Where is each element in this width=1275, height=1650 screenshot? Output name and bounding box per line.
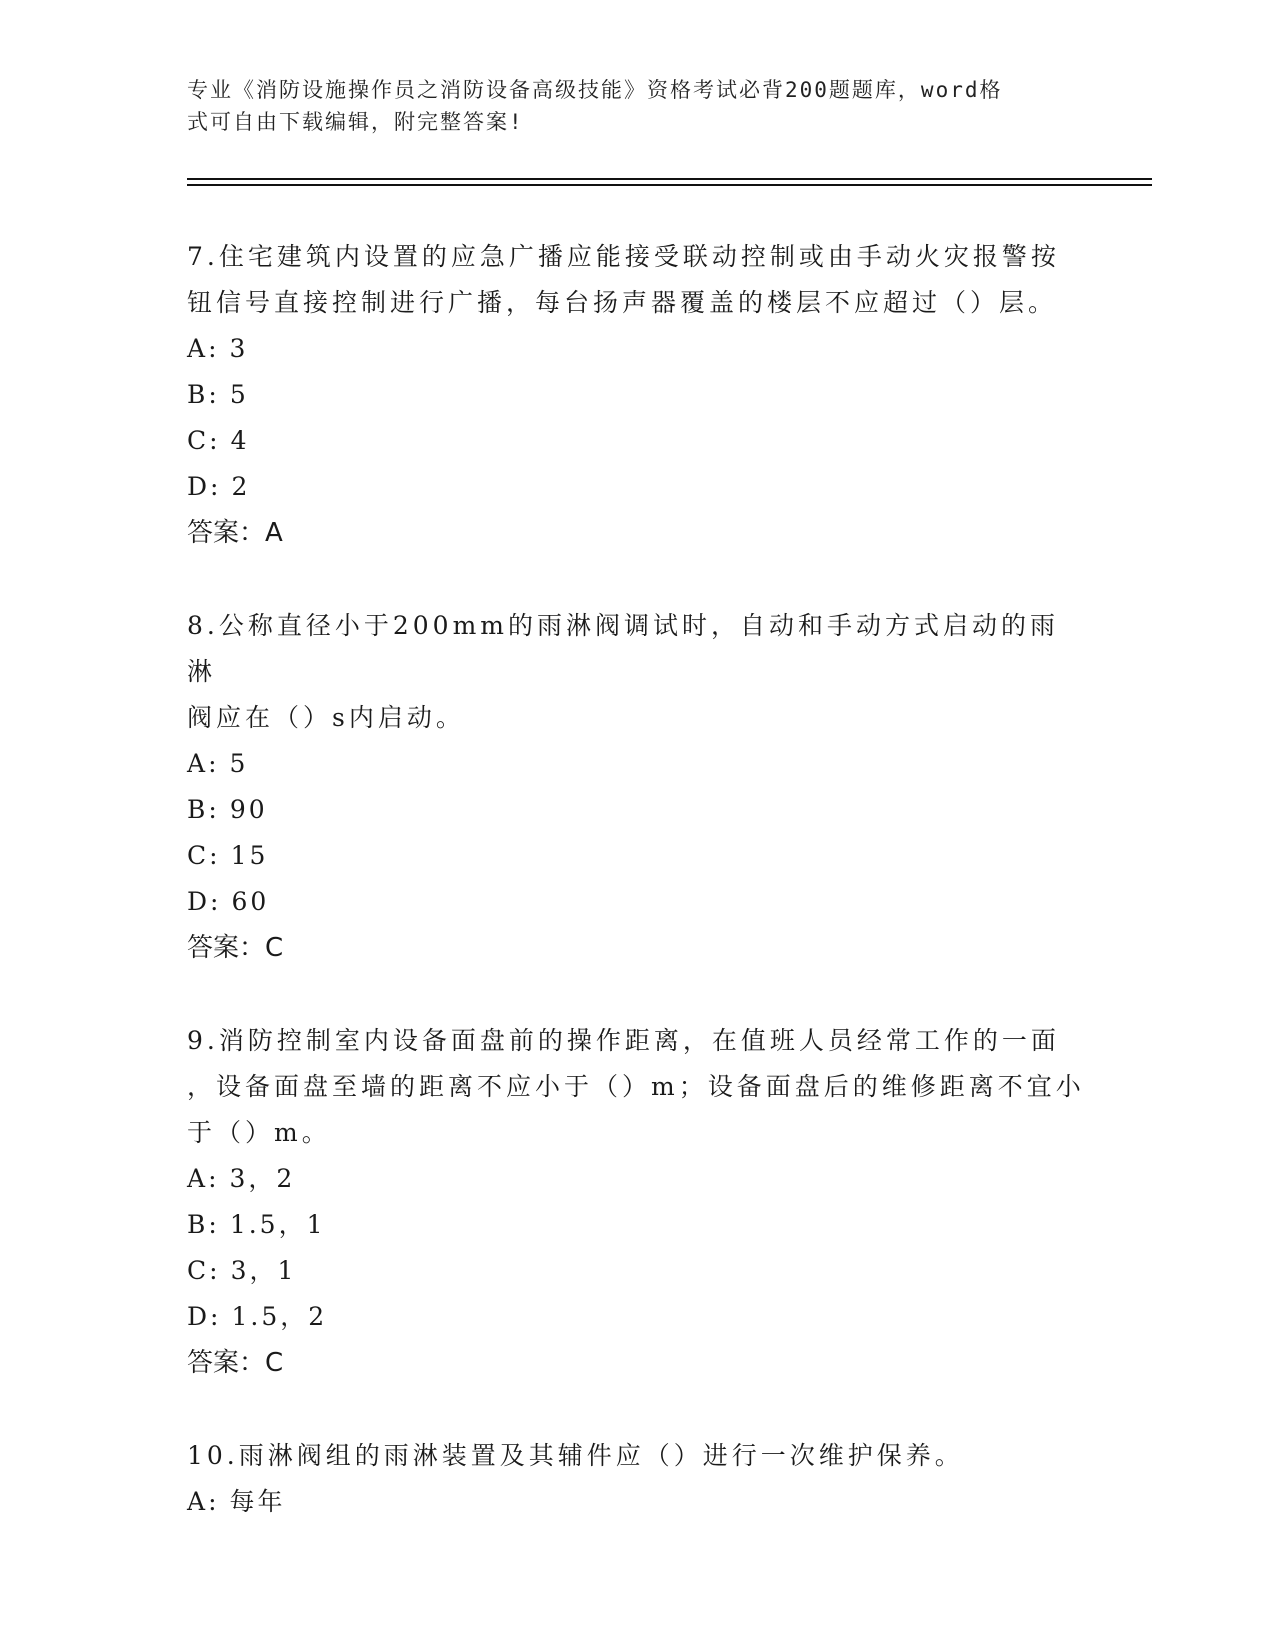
option-separator: : [209,841,221,870]
option-text: 1.5，1 [229,1210,326,1239]
option-text: 1.5，2 [231,1302,328,1331]
question-line: 消防控制室内设备面盘前的操作距离，在值班人员经常工作的一面 [218,1026,1060,1055]
answer-line: 答案：A [187,518,283,548]
option-a [187,326,1087,372]
option-letter: B [187,380,209,409]
question-number: 9. [187,1026,219,1055]
option-d [187,1294,1087,1340]
question-9 [187,1018,1087,1386]
option-a [187,1156,1087,1202]
option-letter: C [187,1256,210,1285]
option-a [187,741,1087,787]
header-divider-bottom [187,184,1152,186]
header-divider-top [187,178,1152,180]
option-letter: D [187,1302,211,1331]
answer-line: 答案：C [187,1348,284,1378]
question-line: 住宅建筑内设置的应急广播应能接受联动控制或由手动火灾报警按 [218,242,1060,271]
option-letter: A [187,1487,209,1516]
option-c [187,833,1087,879]
option-text: 15 [230,841,269,870]
option-separator: : [208,334,220,363]
option-separator: : [208,795,220,824]
question-line: ，设备面盘至墙的距离不应小于（）m；设备面盘后的维修距离不宜小 [187,1072,1085,1101]
option-separator: : [208,1487,220,1516]
question-number: 8. [187,611,219,640]
option-text: 60 [231,887,270,916]
header-line-1: 专业《消防设施操作员之消防设备高级技能》资格考试必背200题题库，word格 [187,78,1003,102]
option-text: 90 [229,795,268,824]
document-header [187,74,1067,138]
answer-line: 答案：C [187,933,284,963]
option-letter: C [187,426,210,455]
question-text [187,603,1087,695]
option-text: 2 [231,472,251,501]
question-list [187,234,1087,1572]
question-line: 于（）m。 [187,1118,331,1147]
option-d [187,879,1087,925]
option-letter: A [187,749,209,778]
option-letter: B [187,1210,209,1239]
question-10 [187,1433,1087,1525]
option-b [187,1202,1087,1248]
header-line-2: 式可自由下载编辑，附完整答案! [187,110,524,134]
question-text [187,1018,1087,1064]
question-line: 阀应在（）s内启动。 [187,703,465,732]
option-separator: : [209,426,221,455]
option-text: 4 [230,426,250,455]
option-text: 3，1 [230,1256,297,1285]
option-text: 每年 [229,1487,286,1516]
option-text: 3，2 [229,1164,296,1193]
option-b [187,372,1087,418]
option-letter: C [187,841,210,870]
question-number: 7. [187,242,219,271]
option-letter: A [187,334,209,363]
option-text: 3 [229,334,249,363]
option-letter: D [187,887,211,916]
option-separator: : [209,1256,221,1285]
option-text: 5 [229,749,249,778]
option-separator: : [210,1302,222,1331]
option-letter: B [187,795,209,824]
option-a [187,1479,1087,1525]
question-line: 钮信号直接控制进行广播，每台扬声器覆盖的楼层不应超过（）层。 [187,288,1058,317]
question-7 [187,234,1087,556]
option-letter: A [187,1164,209,1193]
question-text [187,1433,1087,1479]
question-8 [187,603,1087,971]
question-number: 10. [187,1441,239,1470]
option-letter: D [187,472,211,501]
option-separator: : [208,380,220,409]
option-c [187,1248,1087,1294]
question-text [187,234,1087,280]
option-separator: : [210,472,222,501]
option-separator: : [208,1164,220,1193]
question-line: 雨淋阀组的雨淋装置及其辅件应（）进行一次维护保养。 [238,1441,964,1470]
option-text: 5 [229,380,249,409]
option-separator: : [208,749,220,778]
option-c [187,418,1087,464]
option-b [187,787,1087,833]
option-d [187,464,1087,510]
option-separator: : [208,1210,220,1239]
question-line: 公称直径小于200mm的雨淋阀调试时，自动和手动方式启动的雨淋 [187,611,1059,686]
option-separator: : [210,887,222,916]
